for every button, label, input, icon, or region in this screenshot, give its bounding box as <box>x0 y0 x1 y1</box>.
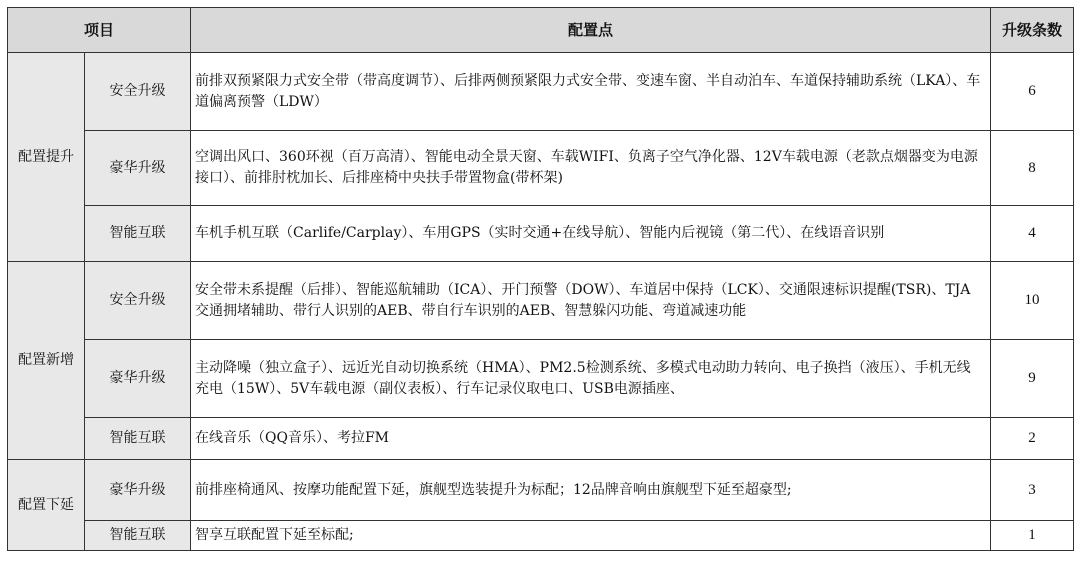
points-cell: 智享互联配置下延至标配; <box>191 521 991 551</box>
category-cell: 配置下延 <box>8 460 85 551</box>
points-cell: 安全带未系提醒（后排）、智能巡航辅助（ICA）、开门预警（DOW）、车道居中保持（LCK）、交通限速标识提醒(TSR)、TJA交通拥堵辅助、带行人识别的AEB、带自行车识别的AEB、智慧躲闪功能、弯道减速功能 <box>191 262 991 340</box>
count-cell: 2 <box>991 418 1074 460</box>
subcategory-cell: 豪华升级 <box>85 340 191 418</box>
category-cell: 配置新增 <box>8 262 85 460</box>
count-cell: 9 <box>991 340 1074 418</box>
table-row <box>8 340 1074 418</box>
count-cell: 1 <box>991 521 1074 551</box>
subcategory-cell: 豪华升级 <box>85 131 191 206</box>
count-cell: 3 <box>991 460 1074 521</box>
points-cell: 车机手机互联（Carlife/Carplay）、车用GPS（实时交通+在线导航）、智能内后视镜（第二代）、在线语音识别 <box>191 206 991 262</box>
count-cell: 10 <box>991 262 1074 340</box>
header-row <box>8 8 1074 53</box>
subcategory-cell: 安全升级 <box>85 262 191 340</box>
subcategory-cell: 安全升级 <box>85 53 191 131</box>
subcategory-cell: 智能互联 <box>85 521 191 551</box>
header-points: 配置点 <box>191 8 991 53</box>
points-cell: 在线音乐（QQ音乐）、考拉FM <box>191 418 991 460</box>
config-table <box>7 7 1074 551</box>
points-cell: 前排座椅通风、按摩功能配置下延，旗舰型选装提升为标配；12品牌音响由旗舰型下延至超豪型; <box>191 460 991 521</box>
subcategory-cell: 智能互联 <box>85 418 191 460</box>
header-count: 升级条数 <box>991 8 1074 53</box>
table-row <box>8 521 1074 551</box>
table-row <box>8 262 1074 340</box>
points-cell: 主动降噪（独立盒子）、远近光自动切换系统（HMA）、PM2.5检测系统、多模式电动助力转向、电子换挡（液压）、手机无线充电（15W）、5V车载电源（副仪表板）、行车记录仪取电口、USB电源插座、 <box>191 340 991 418</box>
subcategory-cell: 智能互联 <box>85 206 191 262</box>
header-item: 项目 <box>8 8 191 53</box>
table-row <box>8 131 1074 206</box>
table-row <box>8 206 1074 262</box>
count-cell: 4 <box>991 206 1074 262</box>
points-cell: 前排双预紧限力式安全带（带高度调节）、后排两侧预紧限力式安全带、变速车窗、半自动泊车、车道保持辅助系统（LKA）、车道偏离预警（LDW） <box>191 53 991 131</box>
category-cell: 配置提升 <box>8 53 85 262</box>
table-row <box>8 418 1074 460</box>
config-upgrade-sheet <box>7 7 1074 551</box>
subcategory-cell: 豪华升级 <box>85 460 191 521</box>
table-row <box>8 460 1074 521</box>
count-cell: 8 <box>991 131 1074 206</box>
table-row <box>8 53 1074 131</box>
points-cell: 空调出风口、360环视（百万高清）、智能电动全景天窗、车载WIFI、负离子空气净化器、12V车载电源（老款点烟器变为电源接口）、前排肘枕加长、后排座椅中央扶手带置物盒(带杯架) <box>191 131 991 206</box>
count-cell: 6 <box>991 53 1074 131</box>
